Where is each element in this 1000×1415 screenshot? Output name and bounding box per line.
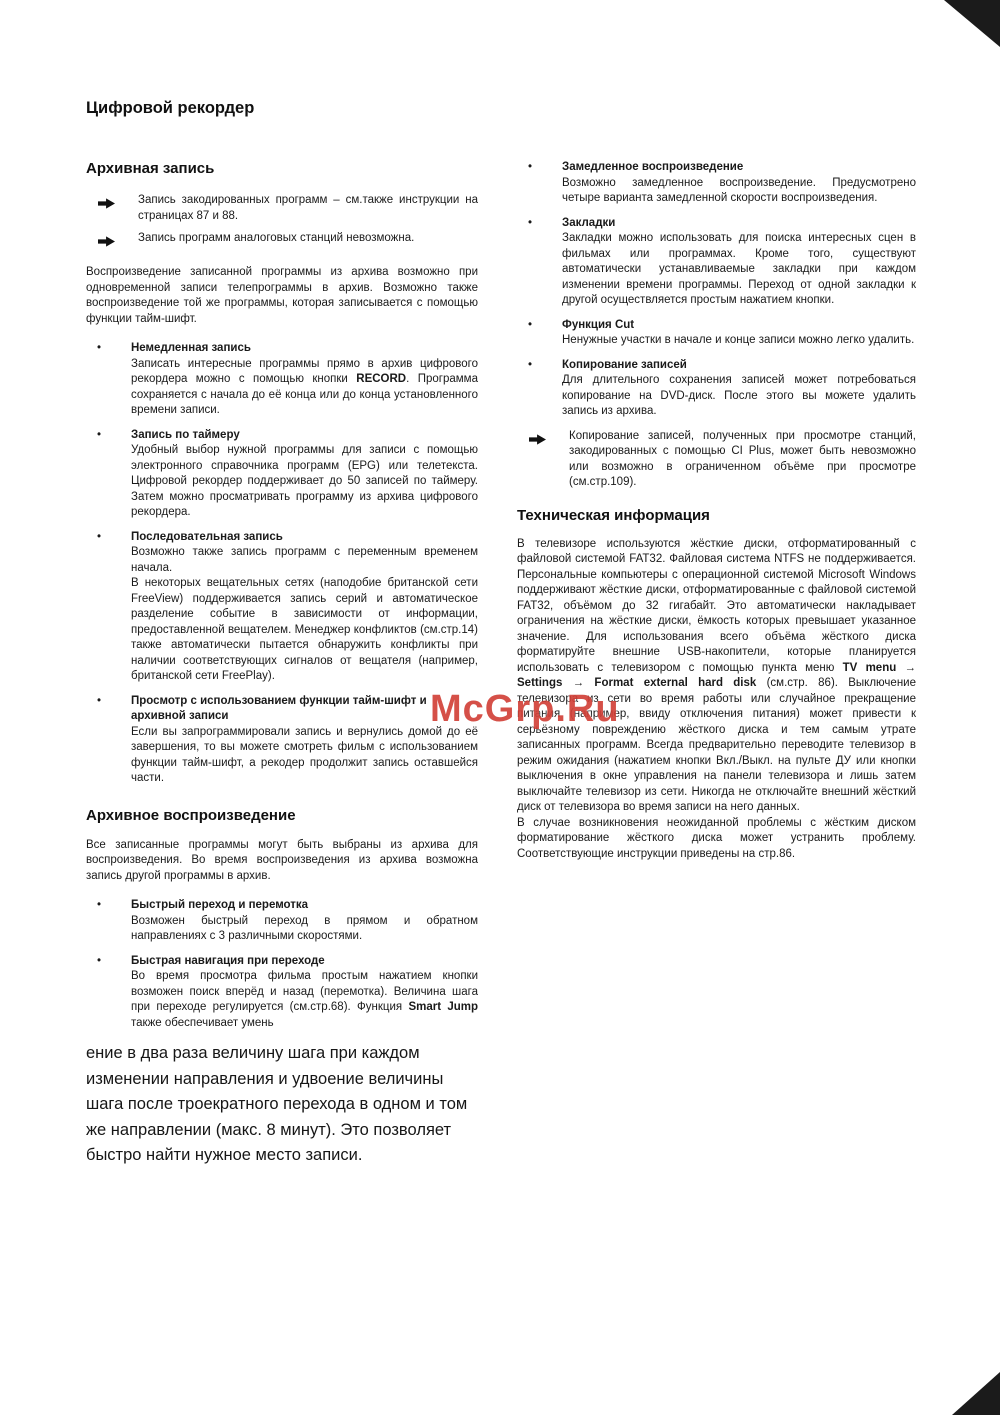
bullet-content — [131, 530, 478, 685]
arrow-note-text: Копирование записей, полученных при просмотре станций, закодированных с помощью CI Plus, может быть невозможно или возможно в ограниченном объёме при просмотре (см.стр.109). — [569, 429, 916, 488]
bullet-timeshift-viewing — [86, 694, 478, 787]
bullet-slow-motion — [517, 160, 916, 207]
text-segment: (см.стр. 86). Выключение телевизора из сети во время работы или случайное прекращение питания (например, ввиду отключения питания) может привести к серьёзному повреждению жёсткого диска и тем самым утрате записанных программ. Всегда предварительно переводите телевизор в режим ожидания (нажатием кнопки Вкл./Выкл. на пульте ДУ или кнопки выключения в окне управления на панели телевизора и лишь затем выключайте телевизор из сети. Никогда не отключайте внешний жёсткий диск от телевизора во время записи на него данных. — [517, 677, 916, 813]
watermark: McGrp.Ru — [430, 688, 620, 730]
bullet-body: Возможно замедленное воспроизведение. Предусмотрено четыре варианта замедленной скорости воспроизведения. — [562, 176, 916, 204]
bold-text-segment: RECORD — [356, 373, 407, 385]
bullet-serial-recording — [86, 530, 478, 685]
bullet-icon: • — [97, 954, 102, 967]
heading-archive-playback: Архивное воспроизведение — [86, 806, 296, 824]
bullet-title: Копирование записей — [562, 358, 687, 371]
bullet-content — [131, 341, 478, 419]
bullet-title: Быстрая навигация при переходе — [131, 954, 325, 967]
left-column — [86, 160, 478, 1169]
bullet-body: Закладки можно использовать для поиска интересных сцен в фильмах или программах. Кроме того, существуют автоматически устанавливаемые закладки при каждом изменении времени программы. Переход от одной закладки к другой осуществляется простым нажатием кнопки. — [562, 232, 916, 306]
page-corner-top-right — [944, 0, 1000, 47]
bullet-content — [131, 954, 478, 1032]
bullet-body — [131, 357, 478, 419]
text-segment: Во время просмотра фильма простым нажатием кнопки возможен поиск вперёд и назад (перемотка). Величина шага при переходе регулируется (см.стр.68). Функция — [131, 970, 478, 1013]
arrow-note-text: Запись программ аналоговых станций невозможна. — [138, 232, 415, 244]
bullet-icon: • — [97, 899, 102, 911]
bullet-icon: • — [528, 318, 533, 331]
bullet-title: Замедленное воспроизведение — [562, 161, 744, 173]
arrow-note — [517, 429, 916, 491]
bullet-copy-recordings — [517, 358, 916, 420]
text-segment: также обеспечивает умень — [131, 1016, 274, 1029]
bullet-cut-function — [517, 318, 916, 349]
two-column-layout — [86, 160, 916, 1169]
bullet-bookmarks — [517, 216, 916, 309]
right-column — [517, 160, 916, 862]
bold-text-segment: Smart Jump — [408, 1001, 479, 1013]
bullet-content — [562, 216, 916, 309]
arrow-note — [86, 231, 478, 252]
bullet-body: Для длительного сохранения записей может потребоваться копирование на DVD-диск. После этого вы можете удалить запись из архива. — [562, 374, 916, 417]
bullet-icon: • — [97, 694, 102, 707]
bullet-title: Быстрый переход и перемотка — [131, 899, 309, 911]
text-segment: Возможно также запись программ с переменным временем начала. — [131, 546, 478, 574]
bullet-icon: • — [97, 428, 102, 441]
arrow-note — [86, 193, 478, 224]
arrow-icon — [86, 193, 138, 224]
bullet-body — [131, 545, 478, 685]
enlarged-continuation-text: ение в два раза величину шага при каждом изменении направления и удвоение величины шага после троекратного перехода в одном и том же направлении (макс. 8 минут). Это позволяет быстро найти нужное место записи. — [86, 1044, 468, 1164]
bullet-fast-navigation — [86, 954, 478, 1032]
bullet-title: Немедленная запись — [131, 342, 251, 354]
bullet-body: Если вы запрограммировали запись и вернулись домой до её завершения, то вы можете смотреть фильм с использованием функции тайм-шифт, а рекодер продолжит запись оставшейся части. — [131, 725, 478, 784]
bullet-icon: • — [97, 530, 102, 543]
text-segment: . Программа сохраняется с начала до её конца или до конца установленного времени записи. — [131, 373, 478, 416]
bullet-fast-jump — [86, 898, 478, 945]
bullet-body — [131, 969, 478, 1031]
arrow-icon — [517, 429, 569, 491]
intro-paragraph: Все записанные программы могут быть выбраны из архива для воспроизведения. Во время воспроизведения из архива возможна запись другой программы в архив. — [86, 838, 478, 882]
bullet-title: Функция Cut — [562, 318, 635, 331]
bullet-icon: • — [528, 161, 533, 173]
bullet-title: Закладки — [562, 216, 616, 229]
text-segment: В телевизоре используются жёсткие диски, отформатированный с файловой системой FAT32. Файловая система NTFS не поддерживается. Персональные компьютеры с операционной системой Microsoft Windows поддерживают жёсткие диски, отформатированные с файловой системой FAT32, объёмом до 32 гигабайт. Это автоматически накладывает ограничения на жёсткие диски, ёмкость которых превышает указанное значение. Для использования всего объёма жёсткого диска форматируйте внешние USB-накопители, которые планируется использовать с телевизором с помощью пункта меню — [517, 537, 916, 674]
bullet-icon: • — [528, 358, 533, 371]
bullet-content — [131, 694, 478, 787]
intro-paragraph: Воспроизведение записанной программы из архива возможно при одновременной записи телепрограммы в архив. Возможно также воспроизведение той же программы, которая записывается с помощью функции тайм-шифт. — [86, 266, 478, 325]
bullet-content — [131, 898, 478, 945]
bullet-title: Запись по таймеру — [131, 428, 240, 441]
bullet-icon: • — [528, 216, 533, 229]
heading-technical-info: Техническая информация — [517, 506, 710, 524]
bullet-content — [131, 428, 478, 521]
arrow-note-text: Запись закодированных программ – см.также инструкции на страницах 87 и 88. — [138, 194, 478, 222]
text-segment: В некоторых вещательных сетях (наподобие британской сети FreeView) поддерживается запись серий и автоматическое разделение событие в зависимости от информации, предоставленной вещателем. Менеджер конфликтов (см.стр.14) также автоматически пытается обнаружить конфликты при наличии соответствующих сигналов от вещателя (например, британской сети FreePlay). — [131, 577, 478, 682]
bullet-body: Удобный выбор нужной программы для записи с помощью электронного справочника программ (EPG) или телетекста. Цифровой рекордер поддерживает до 50 записей по таймеру. Затем можно просматривать программу из архива цифрового рекордера. — [131, 444, 478, 518]
arrow-icon — [86, 231, 138, 252]
bullet-icon: • — [97, 342, 102, 354]
heading-archive-recording: Архивная запись — [86, 160, 215, 177]
bold-text-segment: TV menu → Settings → Format external hard disk — [517, 661, 916, 689]
bullet-content — [562, 318, 916, 349]
bullet-title: Просмотр с использованием функции тайм-шифт и архивной записи — [131, 694, 427, 722]
bullet-content — [562, 358, 916, 420]
page-title: Цифровой рекордер — [86, 99, 255, 117]
bullet-body: Ненужные участки в начале и конце записи можно легко удалить. — [562, 334, 915, 346]
bullet-instant-recording — [86, 341, 478, 419]
text-segment: Записать интересные программы прямо в архив цифрового рекордера можно с помощью кнопки — [131, 357, 478, 385]
technical-paragraph — [517, 537, 916, 816]
bullet-content — [562, 160, 916, 207]
bullet-timer-recording — [86, 428, 478, 521]
bullet-body: Возможен быстрый переход в прямом и обратном направлениях с 3 различными скоростями. — [131, 914, 478, 942]
technical-paragraph-continued: В случае возникновения неожиданной проблемы с жёстким диском форматирование жёсткого диска может устранить проблему. Соответствующие инструкции приведены на стр.86. — [517, 816, 916, 860]
page-corner-bottom-right — [952, 1372, 1000, 1415]
bullet-title: Последовательная запись — [131, 530, 283, 543]
